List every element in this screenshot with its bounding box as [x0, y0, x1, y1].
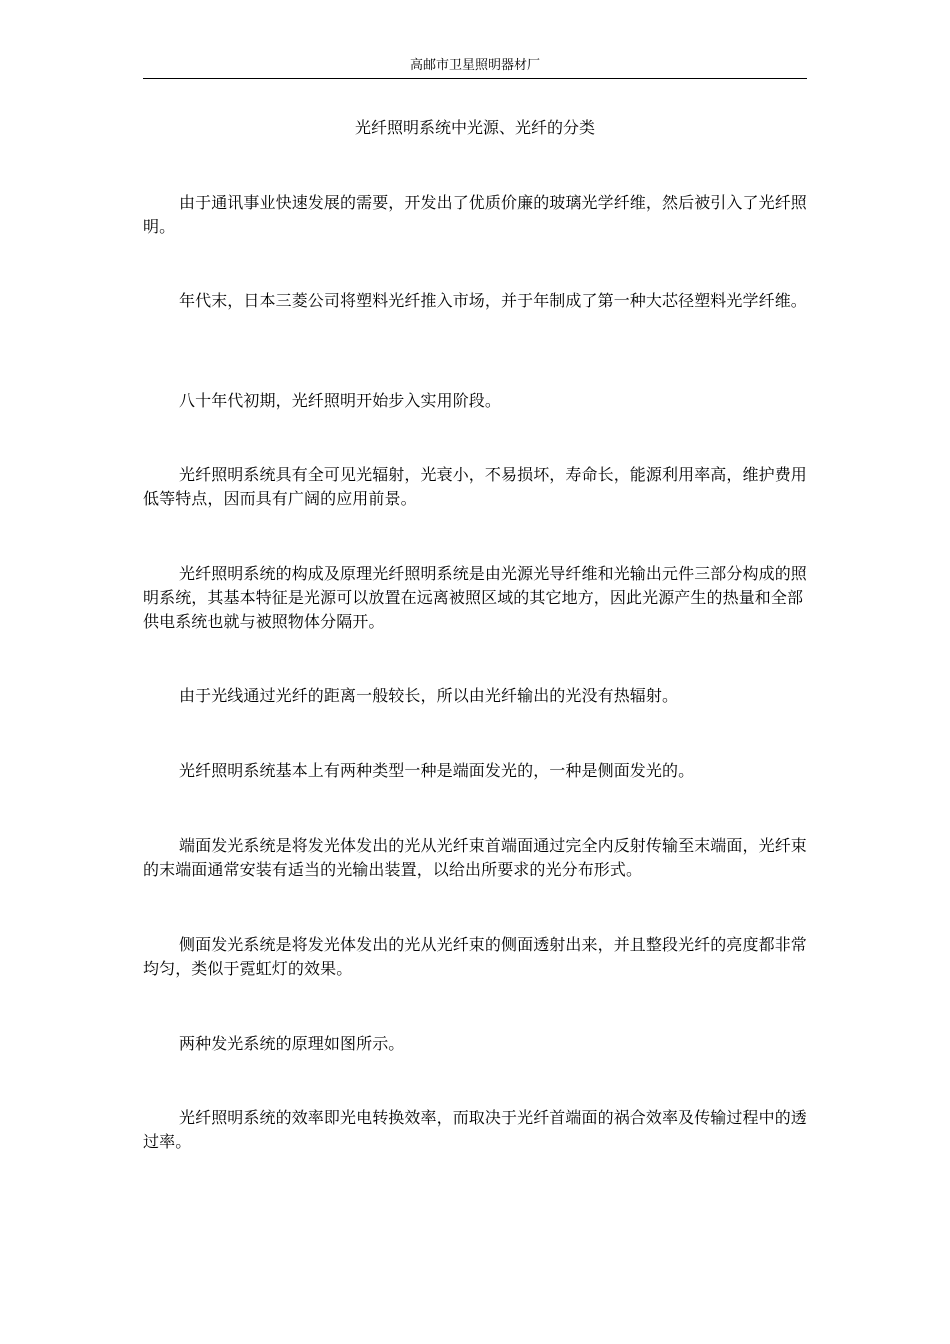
paragraph-2: 年代末，日本三菱公司将塑料光纤推入市场，并于年制成了第一种大芯径塑料光学纤维。: [179, 291, 807, 310]
paragraph-6: 由于光线通过光纤的距离一般较长，所以由光纤输出的光没有热辐射。: [179, 686, 679, 705]
document-title: 光纤照明系统中光源、光纤的分类: [354, 118, 595, 137]
paragraph-8: 端面发光系统是将发光体发出的光从光纤束首端面通过完全内反射传输至末端面，光纤束的末端面通常安装有适当的光输出装置，以给出所要求的光分布形式。: [143, 836, 807, 879]
paragraph-7: 光纤照明系统基本上有两种类型一种是端面发光的，一种是侧面发光的。: [179, 761, 695, 780]
paragraph-5: 光纤照明系统的构成及原理光纤照明系统是由光源光导纤维和光输出元件三部分构成的照明系统，其基本特征是光源可以放置在远离被照区域的其它地方，因此光源产生的热量和全部供电系统也就与被照物体分隔开。: [143, 564, 807, 631]
paragraph-9: 侧面发光系统是将发光体发出的光从光纤束的侧面透射出来，并且整段光纤的亮度都非常均匀，类似于霓虹灯的效果。: [143, 935, 807, 978]
paragraph-11: 光纤照明系统的效率即光电转换效率，而取决于光纤首端面的祸合效率及传输过程中的透过率。: [143, 1108, 807, 1151]
header-company-name: 高邮市卫星照明器材厂: [409, 58, 540, 73]
paragraph-10: 两种发光系统的原理如图所示。: [179, 1034, 405, 1053]
paragraph-3: 八十年代初期，光纤照明开始步入实用阶段。: [179, 391, 502, 410]
paragraph-1: 由于通讯事业快速发展的需要，开发出了优质价廉的玻璃光学纤维，然后被引入了光纤照明。: [143, 193, 807, 236]
page-header: [143, 56, 807, 79]
paragraph-4: 光纤照明系统具有全可见光辐射，光衰小，不易损坏，寿命长，能源利用率高，维护费用低等特点，因而具有广阔的应用前景。: [143, 465, 807, 508]
